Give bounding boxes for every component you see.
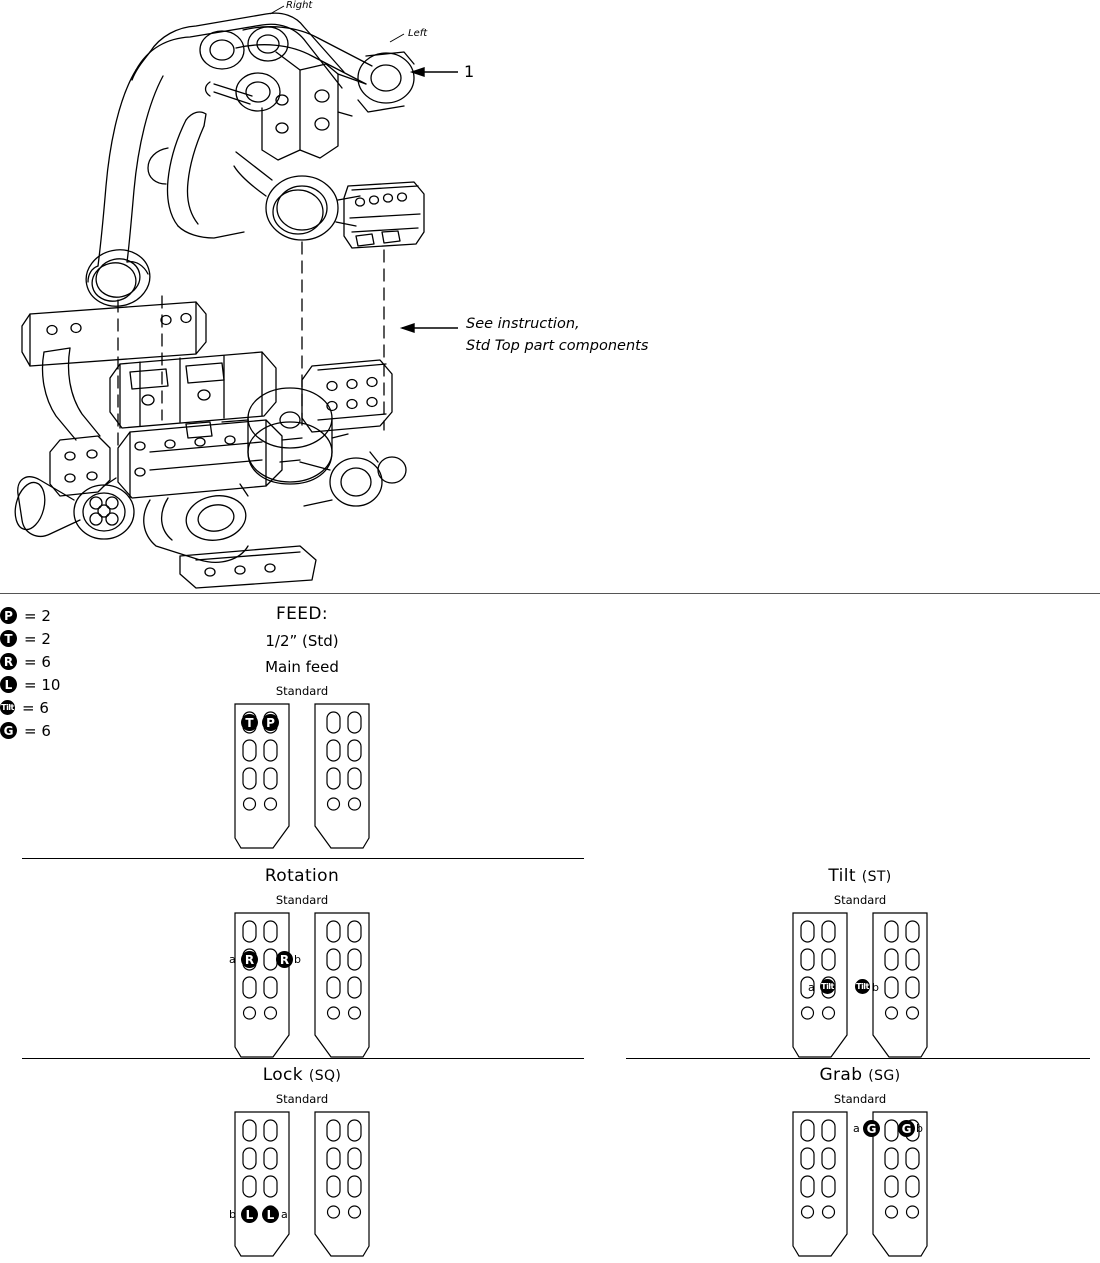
rotation-standard-caption: Standard	[275, 893, 329, 907]
feed-plate-pair	[217, 700, 387, 852]
lock-marker-l-a: L	[262, 1206, 279, 1223]
port-icon-t: T	[0, 630, 17, 647]
section-grab	[775, 1065, 945, 1260]
lock-code: (SQ)	[308, 1068, 342, 1084]
section-rotation	[217, 866, 387, 1061]
tilt-side-a: a	[808, 981, 815, 994]
lock-marker-l-b: L	[241, 1206, 258, 1223]
lock-standard-caption: Standard	[275, 1092, 329, 1106]
instruction-callout-line2: Std Top part components	[466, 338, 649, 354]
rotation-marker-r-b: R	[276, 951, 293, 968]
port-icon-g: G	[0, 722, 17, 739]
port-icon-r: R	[0, 653, 17, 670]
legend-item-r	[0, 650, 170, 673]
legend-value-g: = 6	[24, 721, 51, 740]
tilt-marker-a: Tilt	[820, 979, 835, 994]
tilt-side-b: b	[872, 981, 879, 994]
tilt-title	[775, 866, 945, 886]
grab-side-b: b	[916, 1122, 923, 1135]
lock-side-a: a	[281, 1208, 288, 1221]
grab-marker-g-a: G	[863, 1120, 880, 1137]
attachment-linework	[0, 0, 1100, 594]
grab-plate-pair	[775, 1108, 945, 1260]
rotation-title: Rotation	[264, 866, 340, 886]
instruction-callout-line1: See instruction,	[466, 316, 580, 332]
divider-tilt-grab	[626, 1058, 1090, 1059]
rotation-plates-graphic	[217, 909, 387, 1061]
legend-value-r: = 6	[24, 652, 51, 671]
tilt-standard-caption: Standard	[833, 893, 887, 907]
lock-plate-pair	[217, 1108, 387, 1260]
tilt-plate-pair	[775, 909, 945, 1061]
legend-item-tilt	[0, 696, 170, 719]
legend-item-p	[0, 604, 170, 627]
grab-title-text: Grab	[819, 1065, 869, 1085]
port-icon-tilt: Tilt	[0, 700, 15, 715]
divider-feed-rotation	[22, 858, 584, 859]
rotation-marker-r-a: R	[241, 951, 258, 968]
lock-side-b: b	[229, 1208, 236, 1221]
grab-title	[775, 1065, 945, 1085]
legend-item-l	[0, 673, 170, 696]
legend-value-p: = 2	[24, 606, 51, 625]
legend-value-l: = 10	[24, 675, 61, 694]
section-tilt	[775, 866, 945, 1061]
feed-marker-p: P	[262, 714, 279, 731]
grab-standard-caption: Standard	[833, 1092, 887, 1106]
leader-lines	[402, 68, 458, 332]
feed-name: Main feed	[265, 658, 339, 676]
port-icon-l: L	[0, 676, 17, 693]
rotation-side-b: b	[294, 953, 301, 966]
legend-value-t: = 2	[24, 629, 51, 648]
legend-item-g	[0, 719, 170, 742]
item-number-1: 1	[464, 62, 475, 81]
tilt-title-text: Tilt	[828, 866, 862, 886]
tilt-marker-b: Tilt	[855, 979, 870, 994]
left-label: Left	[408, 28, 428, 39]
right-label: Right	[286, 0, 313, 11]
lock-title	[217, 1065, 387, 1085]
grab-code: (SG)	[868, 1068, 901, 1084]
feed-size: 1/2” (Std)	[265, 632, 339, 650]
section-main-feed	[217, 604, 387, 852]
rotation-side-a: a	[229, 953, 236, 966]
grab-side-a: a	[853, 1122, 860, 1135]
grab-marker-g-b: G	[898, 1120, 915, 1137]
tilt-code: (ST)	[861, 869, 892, 885]
legend-value-tilt: = 6	[22, 698, 49, 717]
section-lock	[217, 1065, 387, 1260]
feed-marker-t: T	[241, 714, 258, 731]
legend-item-t	[0, 627, 170, 650]
feed-title: FEED:	[275, 604, 329, 624]
rotation-plate-pair	[217, 909, 387, 1061]
feed-standard-caption: Standard	[275, 684, 329, 698]
excavator-attachment-drawing	[0, 0, 1100, 594]
divider-rotation-lock	[22, 1058, 584, 1059]
drawing-divider	[0, 593, 1100, 594]
lock-title-text: Lock	[262, 1065, 309, 1085]
lock-plates-graphic	[217, 1108, 387, 1260]
port-icon-p: P	[0, 607, 17, 624]
port-legend	[0, 604, 170, 742]
